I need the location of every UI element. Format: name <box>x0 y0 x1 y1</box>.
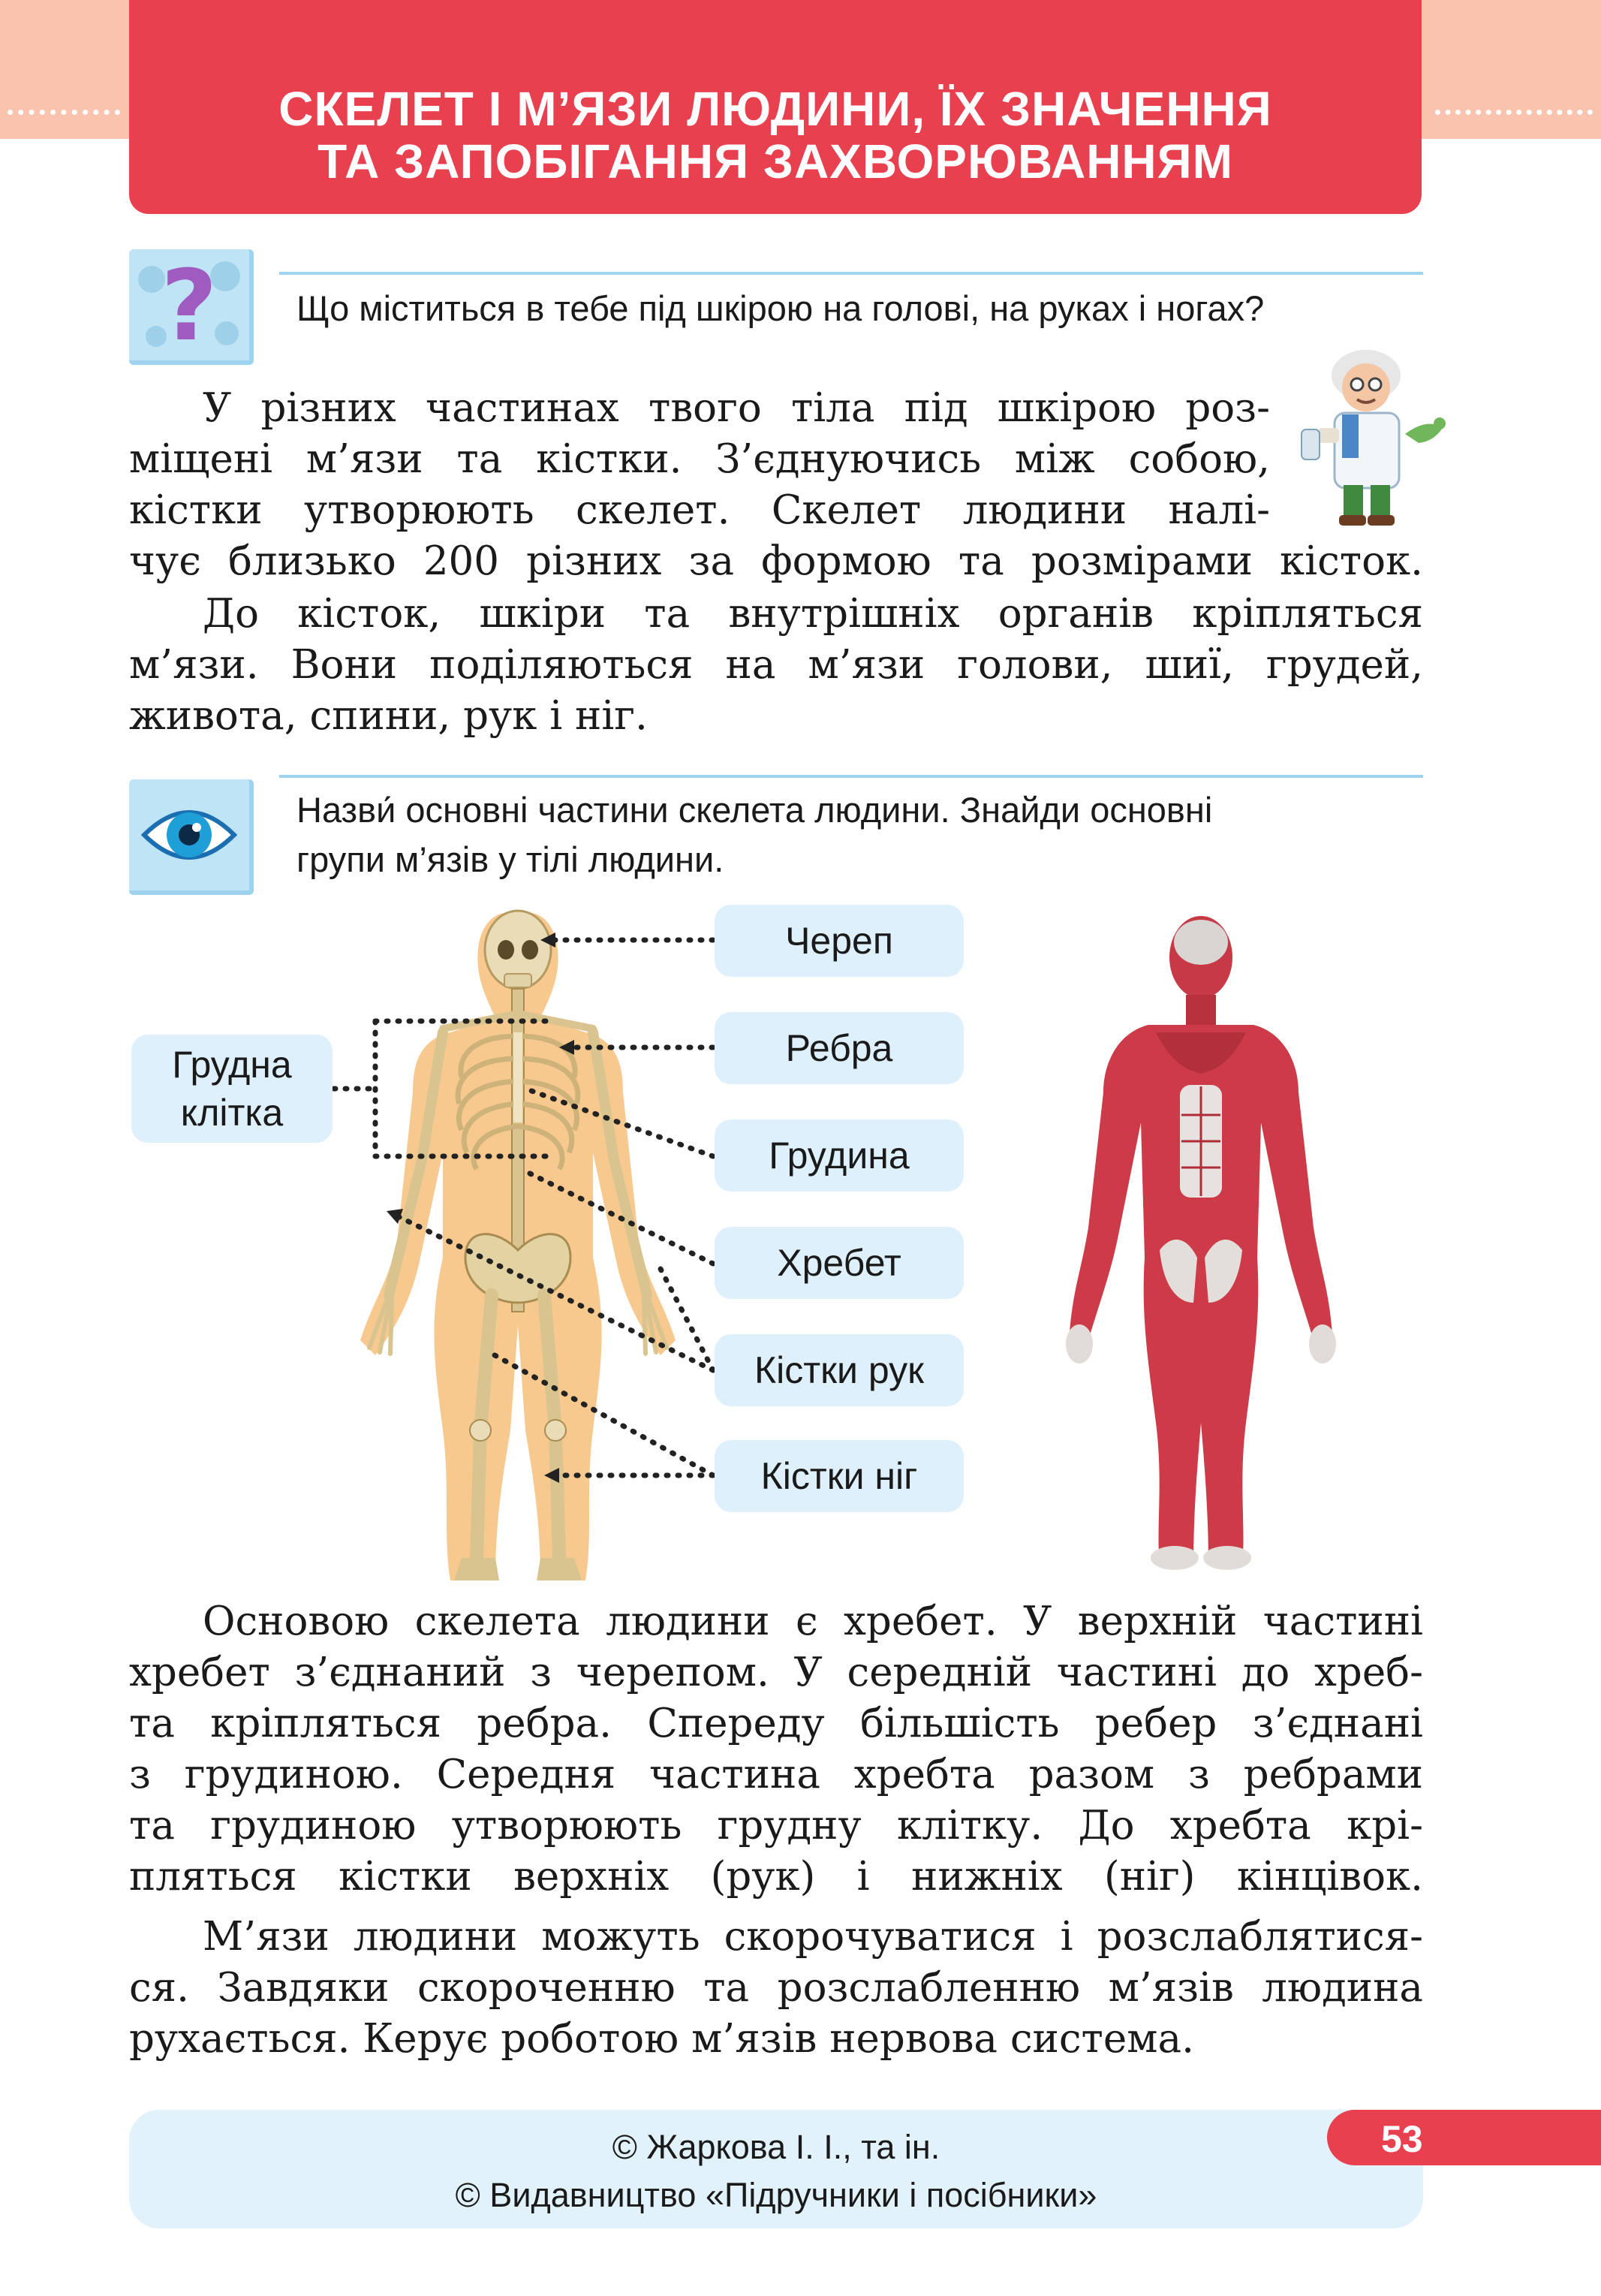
paragraph-2-line: живота, спини, рук і ніг. <box>129 693 648 739</box>
task2-line1: Назви́ основні частини скелета людини. Знайди основні <box>296 790 1213 830</box>
question-task-icon <box>129 249 254 365</box>
question-mark-icon <box>129 249 249 360</box>
paragraph-3 <box>129 1596 1423 1903</box>
task2-line2: групи м’язів у тілі людини. <box>296 839 724 879</box>
paragraph-2 <box>129 589 1423 742</box>
paragraph-4 <box>129 1912 1423 2065</box>
eye-icon <box>129 779 249 890</box>
label-skull: Череп <box>715 905 964 977</box>
paragraph-1 <box>129 383 1270 536</box>
leader-lines <box>0 901 751 1517</box>
footer-copyright-publisher: © Видавництво «Підручники і посібники» <box>455 2176 1097 2214</box>
svg-text:?: ? <box>161 249 218 360</box>
paragraph-3-line: пляться кістки верхніх (рук) і нижніх (ніг) кінцівок. <box>129 1854 1423 1900</box>
footer-copyright-authors: © Жаркова І. І., та ін. <box>612 2128 940 2166</box>
paragraph-3-line: та грудиною утворюють грудну клітку. До хребта крі- <box>129 1803 1423 1849</box>
scientist-illustration <box>1293 345 1458 533</box>
paragraph-2-line: До кісток, шкіри та внутрішніх органів кріпляться <box>203 591 1423 637</box>
label-leg-bones: Кістки ніг <box>715 1440 964 1512</box>
paragraph-4-line: рухається. Керує роботою м’язів нервова система. <box>129 2016 1194 2062</box>
label-arm-bones: Кістки рук <box>715 1334 964 1406</box>
label-ribs: Ребра <box>715 1012 964 1084</box>
paragraph-3-line: хребет з’єднаний з черепом. У середній частині до хреб- <box>129 1650 1423 1695</box>
footer <box>129 2110 1423 2228</box>
page-number: 53 <box>1381 2118 1423 2160</box>
label-chest-line1: Грудна <box>172 1044 292 1086</box>
paragraph-1-line: чує близько 200 різних за формою та розмірами кісток. <box>129 538 1423 584</box>
paragraph-3-line: з грудиною. Середня частина хребта разом з ребрами <box>129 1752 1423 1797</box>
task2-rule <box>279 775 1423 778</box>
paragraph-4-line: М’язи людини можуть скорочуватися і розслаблятися- <box>203 1914 1423 1960</box>
page-title-line1: СКЕЛЕТ І М’ЯЗИ ЛЮДИНИ, ЇХ ЗНАЧЕННЯ <box>278 82 1272 136</box>
task1-text: Що міститься в тебе під шкірою на голові, на руках і ногах? <box>296 288 1265 328</box>
label-chest-line2: клітка <box>180 1092 284 1134</box>
label-sternum: Грудина <box>715 1119 964 1192</box>
paragraph-3-line: Основою скелета людини є хребет. У верхній частині <box>203 1598 1423 1644</box>
task1-rule <box>279 272 1423 275</box>
paragraph-2-line: м’язи. Вони поділяються на м’язи голови, шиї, грудей, <box>129 642 1423 688</box>
label-spine: Хребет <box>715 1227 964 1299</box>
muscle-illustration <box>1058 912 1344 1588</box>
header-dots-right <box>1435 110 1593 115</box>
paragraph-4-line: ся. Завдяки скороченню та розслабленню м’язів людина <box>129 1965 1423 2011</box>
paragraph-1-line: міщені м’язи та кістки. З’єднуючись між собою, <box>129 436 1270 482</box>
paragraph-1-line: кістки утворюють скелет. Скелет людини налі- <box>129 487 1270 533</box>
page-number-tab <box>1327 2110 1601 2165</box>
paragraph-1-end <box>129 536 1423 587</box>
page-title-line2: ТА ЗАПОБІГАННЯ ЗАХВОРЮВАННЯМ <box>317 134 1233 188</box>
paragraph-3-line: та кріпляться ребра. Спереду більшість ребер з’єднані <box>129 1701 1423 1746</box>
label-chest <box>131 1035 333 1143</box>
title-banner <box>129 0 1422 214</box>
paragraph-1-line: У різних частинах твого тіла під шкірою роз- <box>203 385 1270 431</box>
eye-task-icon <box>129 779 254 895</box>
header-dots-left <box>8 110 120 115</box>
